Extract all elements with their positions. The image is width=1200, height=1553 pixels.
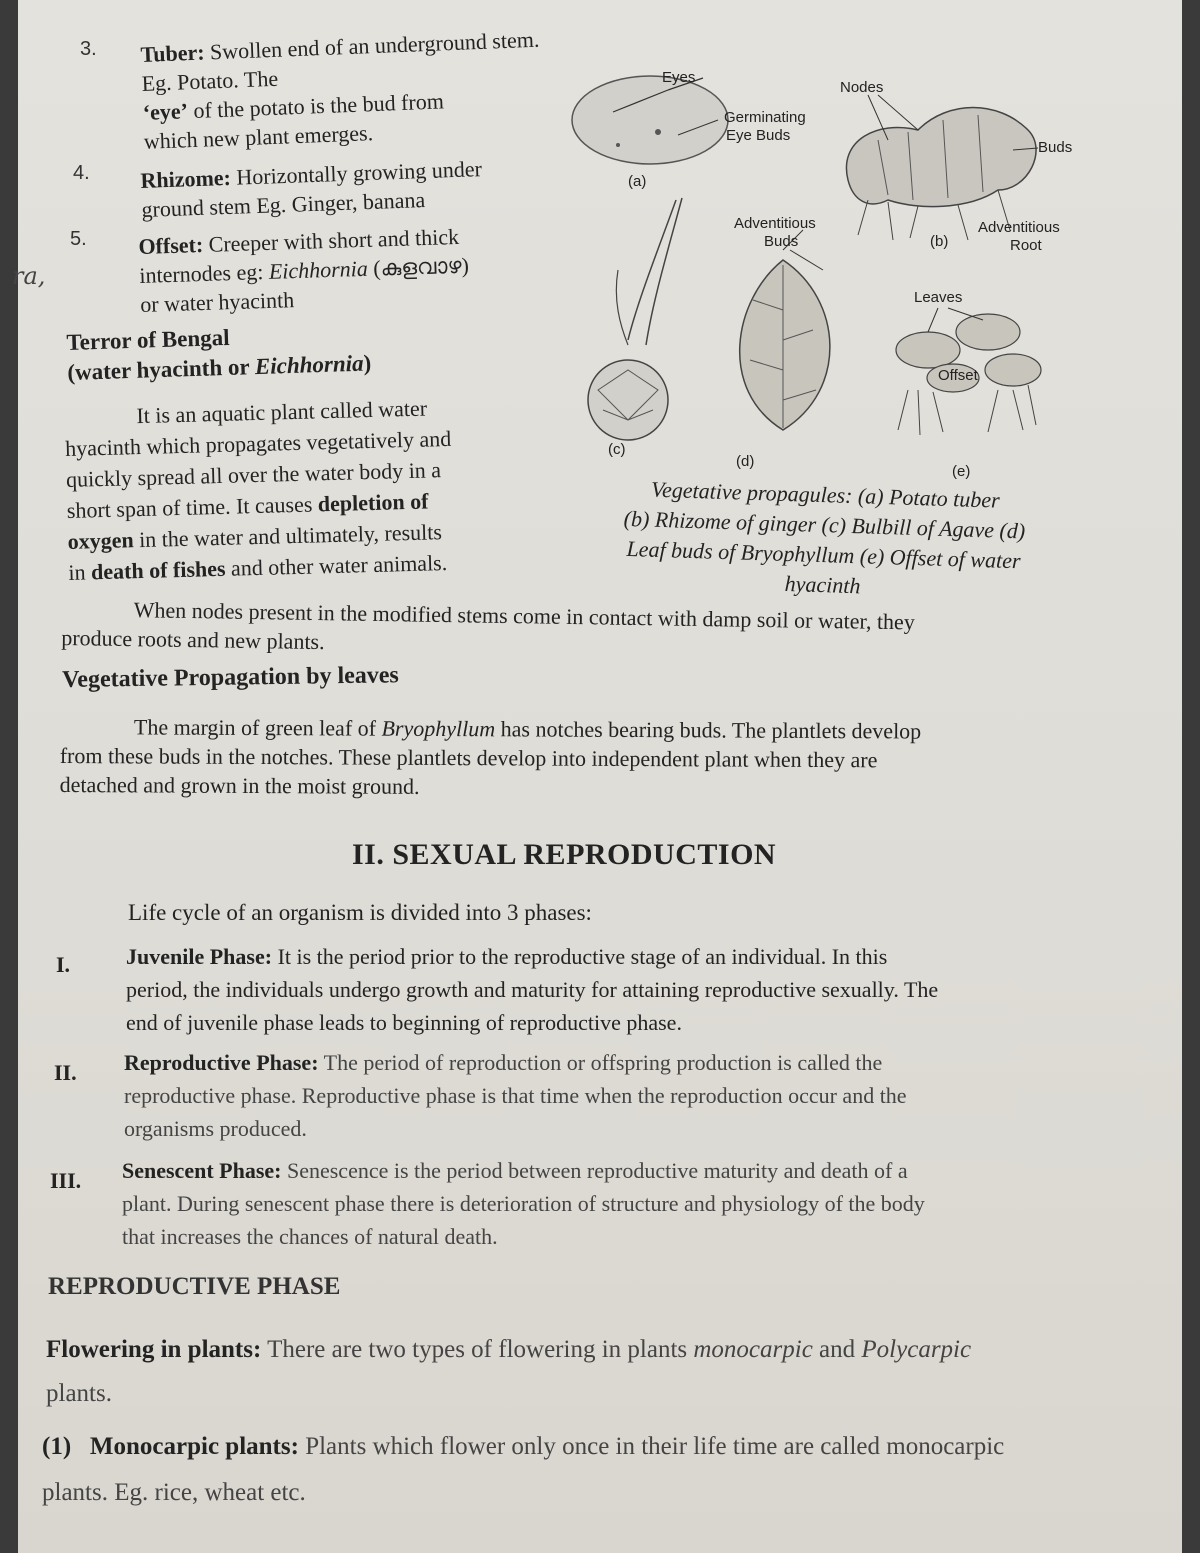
agave-bulbill-illustration bbox=[588, 198, 682, 440]
label-c: (c) bbox=[608, 441, 626, 458]
label-d: (d) bbox=[736, 453, 755, 470]
margin-handwriting: ra, bbox=[12, 262, 46, 290]
senescent-line-1: Senescence is the period between reproductive maturity and death of a bbox=[286, 1158, 908, 1183]
terror-paragraph bbox=[64, 389, 549, 588]
juvenile-line-2: period, the individuals undergo growth and maturity for attaining reproductive sexually. The bbox=[126, 977, 939, 1002]
bryophyllum-leaf-illustration bbox=[740, 230, 830, 430]
label-adventitious-buds-2: Buds bbox=[764, 233, 799, 250]
reproductive-line-3: organisms produced. bbox=[124, 1116, 307, 1141]
offset-eichhornia: Eichhornia bbox=[268, 255, 369, 284]
rhizome-line2: ground stem Eg. Ginger, banana bbox=[141, 187, 426, 222]
monocarpic-line-2: plants. Eg. rice, wheat etc. bbox=[42, 1479, 306, 1506]
terror-death-fishes: death of fishes bbox=[90, 555, 226, 585]
offset-item bbox=[138, 219, 551, 319]
tuber-text: Swollen end of an underground stem. Eg. Potato. The bbox=[141, 26, 540, 96]
monocarpic-number: (1) bbox=[42, 1433, 72, 1460]
monocarpic-paragraph bbox=[42, 1424, 1162, 1516]
nodes-line-2: produce roots and new plants. bbox=[61, 624, 325, 655]
potato-tuber-illustration bbox=[572, 76, 728, 164]
list-number-3: 3. bbox=[80, 38, 97, 60]
flowering-title: Flowering in plants: bbox=[46, 1336, 262, 1363]
rhizome-title: Rhizome: bbox=[140, 164, 232, 193]
senescent-title: Senescent Phase: bbox=[122, 1158, 282, 1183]
flowering-polycarpic: Polycarpic bbox=[861, 1336, 972, 1363]
leaves-paragraph bbox=[60, 712, 1140, 805]
flowering-paragraph bbox=[46, 1328, 1156, 1416]
terror-depletion: depletion of bbox=[317, 488, 429, 517]
tuber-line3: which new plant emerges. bbox=[143, 120, 374, 154]
senescent-line-2: plant. During senescent phase there is deterioration of structure and physiology of the body bbox=[122, 1191, 925, 1216]
terror-line5: in the water and ultimately, results bbox=[138, 519, 443, 553]
label-buds: Buds bbox=[1038, 139, 1073, 156]
leaves-line-2: from these buds in the notches. These plantlets develop into independent plant when they are bbox=[59, 742, 878, 773]
label-germinating: Germinating bbox=[724, 109, 806, 126]
caption-line-2: (b) Rhizome of ginger (c) Bulbill of Agave (d) bbox=[623, 505, 1026, 544]
offset-line3: or water hyacinth bbox=[139, 287, 295, 317]
caption-line-4: hyacinth bbox=[784, 570, 861, 599]
label-offset: Offset bbox=[938, 367, 978, 384]
juvenile-line-1: It is the period prior to the reproductive stage of an individual. In this bbox=[277, 944, 888, 969]
offset-line2-pre: internodes eg: bbox=[138, 259, 264, 288]
leaves-line1-pre: The margin of green leaf of bbox=[133, 714, 377, 741]
flowering-text: There are two types of flowering in plants bbox=[267, 1336, 688, 1363]
figure-caption bbox=[562, 472, 1086, 608]
nodes-paragraph bbox=[61, 594, 1122, 669]
label-nodes: Nodes bbox=[840, 79, 884, 96]
terror-title2-pre: (water hyacinth or bbox=[67, 354, 250, 385]
list-number-5: 5. bbox=[70, 228, 87, 250]
tuber-title: Tuber: bbox=[140, 39, 205, 67]
senescent-phase bbox=[122, 1154, 1152, 1253]
label-eyes: Eyes bbox=[662, 69, 696, 86]
tuber-line2: of the potato is the bud from bbox=[192, 88, 445, 123]
reproductive-phase bbox=[124, 1046, 1144, 1145]
terror-line-3: quickly spread all over the water body in a bbox=[65, 457, 442, 492]
offset-title: Offset: bbox=[138, 231, 204, 259]
leaves-line1-post: has notches bearing buds. The plantlets develop bbox=[500, 716, 922, 744]
reproductive-phase-heading: REPRODUCTIVE PHASE bbox=[48, 1273, 341, 1300]
offset-text: Creeper with short and thick bbox=[208, 223, 460, 257]
juvenile-phase bbox=[126, 940, 1146, 1039]
reproductive-line-2: reproductive phase. Reproductive phase is that time when the reproduction occur and the bbox=[124, 1083, 907, 1108]
terror-line6-pre: in bbox=[68, 559, 86, 585]
vegetative-propagules-figure bbox=[558, 60, 1098, 480]
rhizome-item bbox=[140, 152, 542, 224]
senescent-line-3: that increases the chances of natural death. bbox=[122, 1224, 498, 1249]
juvenile-line-3: end of juvenile phase leads to beginning of reproductive phase. bbox=[126, 1010, 682, 1035]
rhizome-text: Horizontally growing under bbox=[235, 156, 483, 190]
terror-title2-post: ) bbox=[363, 350, 372, 376]
phase-number-2: II. bbox=[54, 1060, 77, 1085]
list-number-4: 4. bbox=[73, 162, 90, 184]
offset-malayalam: (കുളവാഴ) bbox=[372, 252, 470, 281]
terror-line6: and other water animals. bbox=[230, 550, 448, 581]
terror-line-2: hyacinth which propagates vegetatively and bbox=[64, 425, 452, 461]
terror-title: Terror of Bengal bbox=[66, 324, 230, 355]
terror-oxygen: oxygen bbox=[67, 527, 134, 554]
caption-line-3: Leaf buds of Bryophyllum (e) Offset of water bbox=[626, 535, 1021, 574]
reproductive-line-1: The period of reproduction or offspring production is called the bbox=[323, 1050, 883, 1075]
label-adventitious-buds-1: Adventitious bbox=[734, 215, 816, 232]
terror-line4-pre: short span of time. It causes bbox=[66, 491, 313, 523]
phase-number-3: III. bbox=[50, 1168, 82, 1193]
sexual-intro: Life cycle of an organism is divided into 3 phases: bbox=[128, 900, 592, 925]
terror-title2-italic: Eichhornia bbox=[254, 350, 364, 380]
terror-line-1: It is an aquatic plant called water bbox=[136, 395, 428, 429]
leaves-bryophyllum: Bryophyllum bbox=[381, 715, 496, 742]
label-eye-buds: Eye Buds bbox=[726, 127, 791, 144]
sexual-reproduction-heading: II. SEXUAL REPRODUCTION bbox=[352, 838, 777, 871]
label-b: (b) bbox=[930, 233, 949, 250]
label-leaves: Leaves bbox=[914, 289, 963, 306]
caption-line-1: Vegetative propagules: (a) Potato tuber bbox=[650, 476, 1001, 513]
leaves-line-3: detached and grown in the moist ground. bbox=[59, 771, 420, 799]
reproductive-title: Reproductive Phase: bbox=[124, 1050, 319, 1075]
tuber-item bbox=[140, 25, 544, 156]
label-a: (a) bbox=[628, 173, 647, 190]
monocarpic-title: Monocarpic plants: bbox=[89, 1433, 299, 1460]
phase-number-1: I. bbox=[56, 952, 71, 977]
monocarpic-text: Plants which flower only once in their life time are called monocarpic bbox=[305, 1433, 1005, 1460]
leaves-heading: Vegetative Propagation by leaves bbox=[62, 662, 399, 693]
label-adventitious-root-1: Adventitious bbox=[978, 219, 1060, 236]
document-page bbox=[12, 0, 1182, 1553]
nodes-line-1: When nodes present in the modified stems come in contact with damp soil or water, they bbox=[133, 597, 916, 635]
label-adventitious-root-2: Root bbox=[1010, 237, 1042, 254]
terror-heading bbox=[66, 314, 528, 388]
label-e: (e) bbox=[952, 463, 971, 480]
flowering-monocarpic: monocarpic bbox=[693, 1336, 813, 1363]
juvenile-title: Juvenile Phase: bbox=[126, 944, 273, 969]
flowering-and: and bbox=[819, 1336, 856, 1363]
flowering-line-2: plants. bbox=[46, 1380, 112, 1407]
tuber-eye: ‘eye’ bbox=[142, 98, 189, 125]
